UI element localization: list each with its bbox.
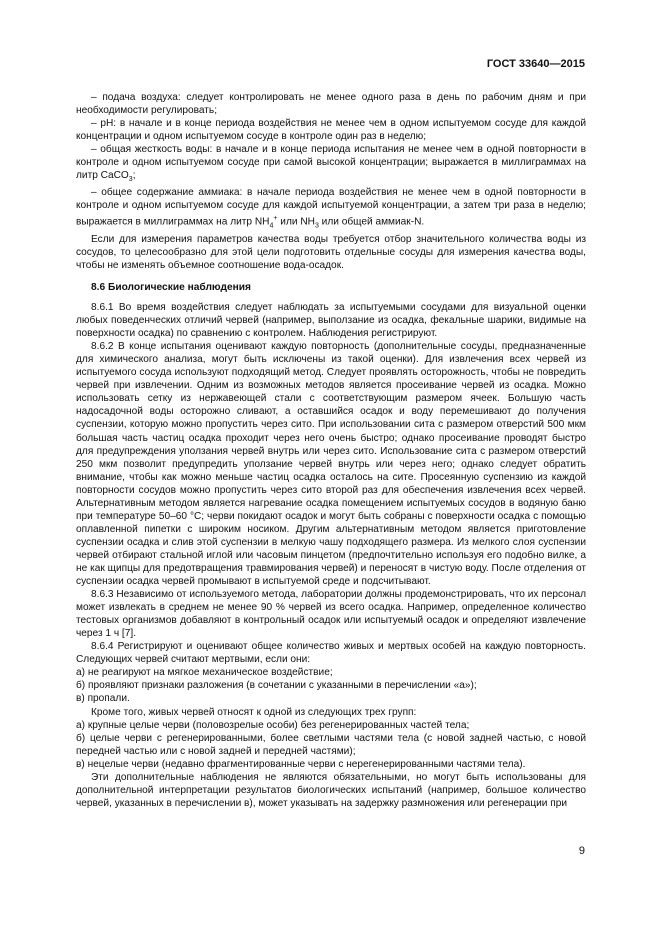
section-title: 8.6 Биологические наблюдения (91, 282, 251, 294)
list-item-dead-a: а) не реагируют на мягкое механическое воздействие; (76, 667, 333, 679)
paragraph-8-6-2: 8.6.2 В конце испытания оценивают каждую повторность (дополнительные сосуды, предназначенные для химического анализа, могут быть исключены из такой оценки). Для извлечения всех червей из испытуемого сосуда используют подходящий метод. Следует проявлять осторожность, чтобы не повредить червей при извлечении. Одним из возможных методов является просеивание червей из осадка. Можно использовать сетку из нержавеющей стали с соответствующим размером ячеек. Большую часть надосадочной воды осторожно сливают, а оставшийся осадок и воду перемешивают до получения суспензии, которую можно пропустить через сито. При использовании сита с размером отверстий 500 мкм большая часть частиц осадка проходит через него очень быстро; однако просеивание проводят быстро для предупреждения уползания червей внутрь или через сито. Использование сита с размером отверстий 250 мкм позволит предупредить уползание червей внутрь или через него; однако следует обратить внимание, чтобы как можно меньше частиц осадка осталось на сите. Просеянную суспензию из каждой повторности сосудов можно пропустить через сито второй раз для обеспечения извлечения всех червей. Альтернативным методом является нагревание осадка помещением испытуемых сосудов в водяную баню при температуре 50–60 °С; черви покидают осадок и могут быть собраны с поверхности осадка с помощью оплавленной пипетки с широким носиком. Другим альтернативным методом является приготовление суспензии осадка и слив этой суспензии в мелкую чашу подходящего размера. Из мелкого слоя суспензии червей отбирают стальной иглой или часовым пинцетом (предпочтительно используя его подобно вилке, а не как щипцы для предотвращения травмирования червей) и переносят в чистую воду. После отделения от суспензии осадка червей промывают в испытуемой среде и подсчитывают. (76, 341, 586, 588)
paragraph-8-6-1: 8.6.1 Во время воздействия следует наблюдать за испытуемыми сосудами для визуальной оценки любых поведенческих отличий червей (например, выползание из осадка, фекальные шарики, видимые на поверхности осадка) по сравнению с контролем. Наблюдения регистрируют. (76, 302, 586, 340)
paragraph-8-6-4: 8.6.4 Регистрируют и оценивают общее количество живых и мертвых особей на каждую повторность. Следующих червей считают мертвыми, если они: (76, 641, 586, 666)
list-item-dead-b: б) проявляют признаки разложения (в сочетании с указанными в перечислении «а»); (76, 680, 477, 692)
page-content (76, 91, 586, 810)
paragraph-water-quality: Если для измерения параметров качества воды требуется отбор значительного количества воды из сосудов, то целесообразно для этой цели подготовить отдельные сосуды для измерения качества воды, чтобы не изменять объемное соотношение вода-осадок. (76, 233, 586, 271)
list-item-living-c: в) нецелые черви (недавно фрагментированные черви с нерегенерированными частями тела). (76, 758, 526, 770)
list-item-ammonia: – общее содержание аммиака: в начале периода воздействия не менее чем в одной повторности в контроле и одном испытуемом сосуде для каждой испытуемой концентрации, а затем три раза в неделю; выражается в миллиграммах на литр $NH_4^+$ или $NH_3$ или общей аммиак-N. (76, 187, 586, 230)
list-item-living-a: а) крупные целые черви (половозрелые особи) без регенерированных частей тела; (76, 719, 470, 731)
list-item-air: – подача воздуха: следует контролировать не менее одного раза в день по рабочим дням и при необходимости регулировать; (76, 92, 586, 117)
standard-number: ГОСТ 33640—2015 (486, 58, 585, 70)
list-item-living-b: б) целые черви с регенерированными, более светлыми частями тела (с новой задней частью, с новой передней частью или с новой задней и передней частями); (76, 732, 586, 757)
list-item-hardness: – общая жесткость воды: в начале и в конце периода испытания не менее чем в одной повторности в контроле и одном испытуемом сосуде при самой высокой концентрации; выражается в миллиграммах на литр CaCO$_3$; (76, 144, 586, 184)
paragraph-8-6-3: 8.6.3 Независимо от используемого метода, лаборатории должны продемонстрировать, что их персонал может извлекать в среднем не менее 90 % червей из всего осадка. Например, определенное количество тестовых организмов добавляют в контрольный осадок или испытуемый осадок и определяют извлечение через 1 ч [7]. (76, 589, 586, 640)
paragraph-additional-observations: Эти дополнительные наблюдения не являются обязательными, но могут быть использованы для дополнительной интерпретации результатов биологических испытаний (например, большое количество червей, указанных в перечислении в), может указывать на задержку размножения или регенерации при (76, 771, 586, 809)
list-item-ph: – pH: в начале и в конце периода воздействия не менее чем в одном испытуемом сосуде для каждой концентрации и одном испытуемом сосуде в контроле один раз в неделю; (76, 118, 586, 143)
paragraph-living-groups: Кроме того, живых червей относят к одной из следующих трех групп: (91, 706, 417, 718)
page-number: 9 (578, 845, 585, 857)
list-item-dead-c: в) пропали. (76, 693, 130, 705)
